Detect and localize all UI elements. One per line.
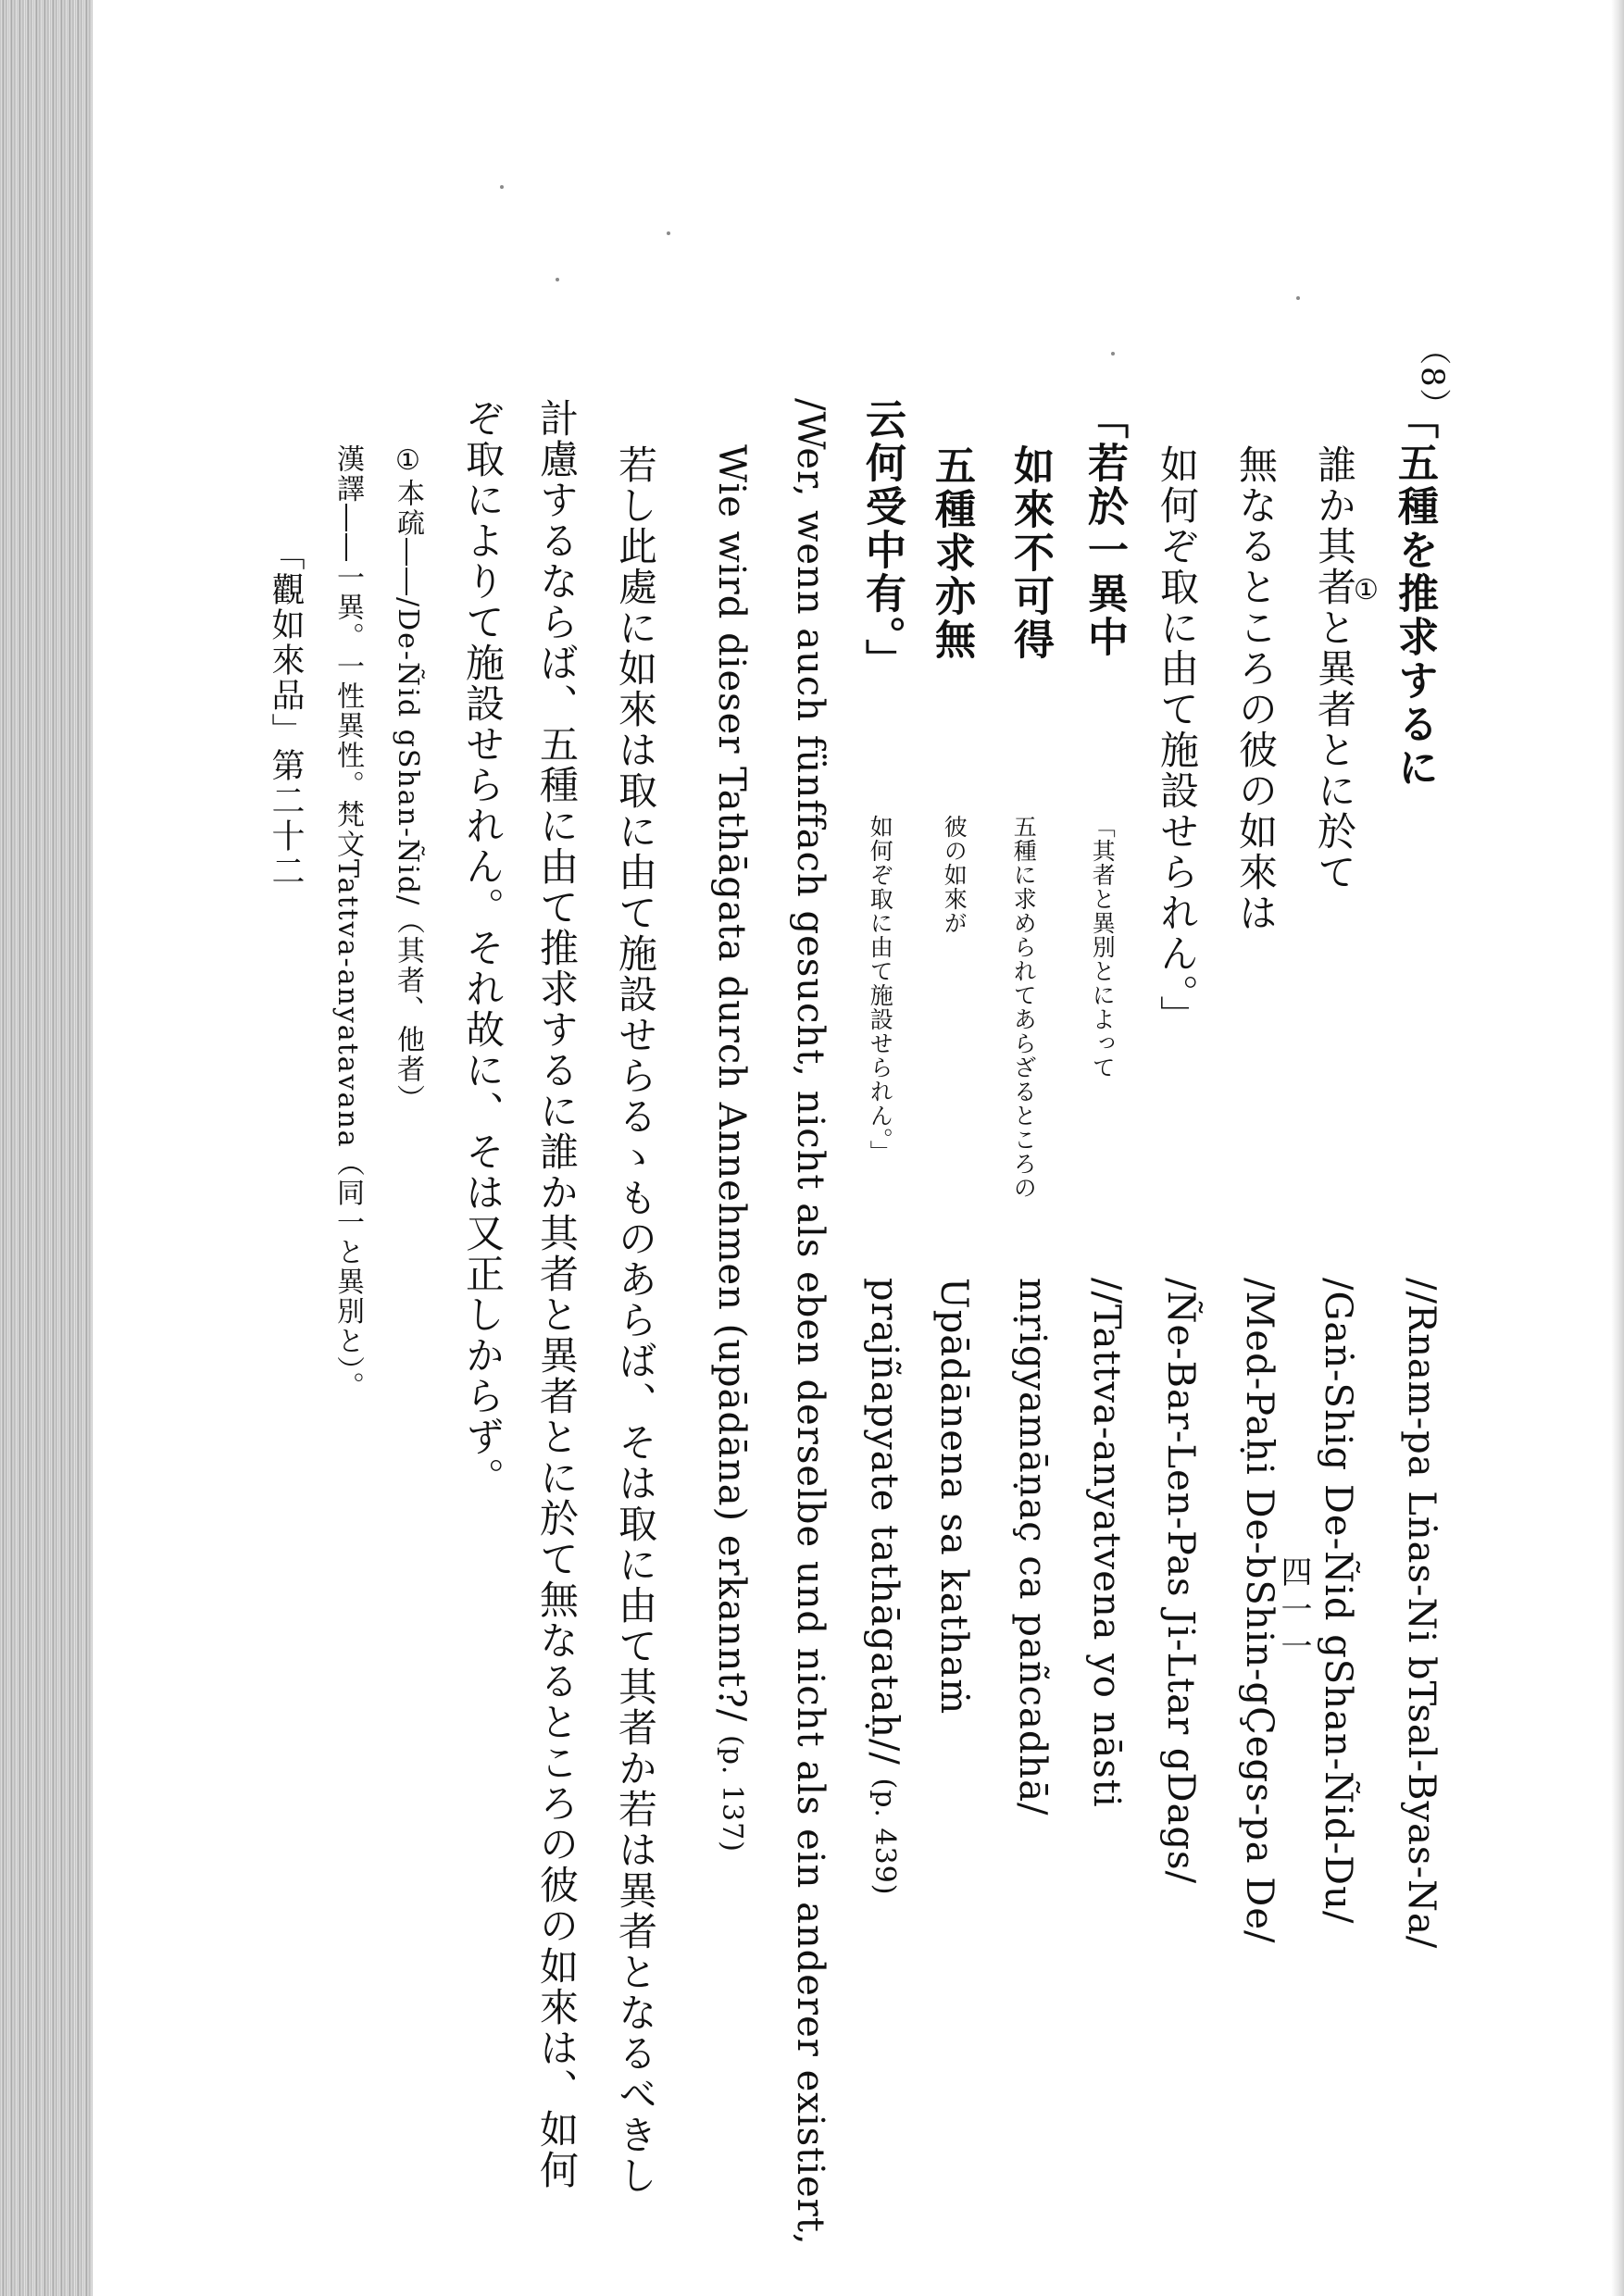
commentary-line-1: 若し此處に如來は取に由て施設せらるゝものあらば、そは取に由て其者か若は異者となるべきし — [613, 444, 658, 2196]
german-line-1: /Wer, wenn auch fünffach gesucht, nicht als eben derselbe und nicht als ein anderer existiert, — [789, 398, 831, 2246]
sanskrit-text: prajñapyate tathāgataḥ// — [863, 1278, 906, 1766]
footnote-line-2 — [331, 444, 364, 1402]
chinese-verse-line-2: 如來不可得 — [1006, 444, 1054, 662]
footnote-gloss: （同一と異別と）。 — [331, 1148, 364, 1402]
tibetan-line-2: /Gaṅ-Shig De-Ñid gShan-Ñid-Du/ — [1317, 1278, 1359, 1925]
sanskrit-ref: (p. 439) — [868, 1778, 901, 1896]
chinese-verse-line-1: 「若於一異中 — [1081, 398, 1128, 659]
sanskrit-line-2: mṛigyamāṇaç ca pañcadhā/ — [1011, 1278, 1054, 1816]
sanskrit-line-1: //Tattva-anyatvena yo nāsti — [1085, 1278, 1128, 1808]
scan-speck — [1111, 352, 1115, 356]
chinese-gloss-2: 五種に求められてあらざるところの — [1010, 815, 1038, 1200]
page-number: 四一一 — [1275, 1555, 1312, 1666]
footnote-gloss: （其者、他者） — [392, 906, 424, 1115]
japanese-verse-line-1: 「五種を推求するに — [1391, 398, 1438, 790]
scan-speck — [500, 185, 504, 189]
tibetan-line-3: /Med-Paḥi De-bShin-gÇegs-pa De/ — [1238, 1278, 1280, 1944]
chinese-gloss-4: 如何ぞ取に由て施設せられん。」 — [867, 815, 894, 1165]
chinese-verse-line-3: 五種求亦無 — [928, 444, 975, 662]
footnote-label: 本疏―― — [392, 479, 424, 597]
sanskrit-line-3: Upādānena sa kathaṁ — [932, 1278, 975, 1716]
japanese-verse-line-2: 誰か其者と異者とに於て — [1312, 444, 1357, 892]
sanskrit-line-4 — [863, 1278, 906, 1896]
commentary-line-2: 計慮するならば、五種に由て推求するに誰か其者と異者とに於て無なるところの彼の如來は、如何 — [534, 398, 580, 2190]
japanese-verse-line-3: 無なるところの彼の如來は — [1233, 444, 1279, 933]
footnote-sanskrit: Tattva-anyatavana — [331, 859, 364, 1149]
section-label: （8） — [1414, 333, 1451, 422]
chinese-gloss-3: 彼の如來が — [941, 815, 968, 935]
scan-edge-left — [0, 0, 93, 2296]
footnote-marker-ref: ① — [1350, 574, 1382, 606]
german-line-2 — [710, 444, 753, 1853]
scan-edge-right — [1611, 0, 1624, 2296]
commentary-line-3: ぞ取によりて施設せられん。それ故に、そは又正しからず。 — [460, 398, 506, 1498]
german-text: Wie wird dieser Tathāgata durch Annehmen (upādāna) erkannt?/ — [710, 444, 753, 1723]
chinese-verse-line-4: 云何受中有。」 — [858, 398, 906, 682]
footnote-text: 一異。一性異性。梵文 — [331, 563, 364, 859]
german-ref: (p. 137) — [716, 1734, 748, 1853]
footnote-marker: ① — [392, 444, 424, 479]
tibetan-line-4: /Ñe-Bar-Len-Pas Ji-Ltar gDags/ — [1159, 1278, 1202, 1885]
scan-speck — [556, 278, 559, 281]
footnote-tibetan: /De-Ñid gShan-Ñid/ — [392, 597, 424, 907]
footnote-label: 漢譯―― — [331, 444, 364, 563]
tibetan-line-1: //Rnam-pa Lṅas-Ni bTsal-Byas-Na/ — [1400, 1278, 1443, 1950]
scan-speck — [1296, 296, 1300, 300]
scan-speck — [667, 231, 670, 235]
japanese-verse-line-4: 如何ぞ取に由て施設せられん。」 — [1155, 444, 1200, 1036]
chinese-gloss-1: 「其者と異別とによって — [1089, 815, 1117, 1079]
running-title: 「觀如來品」第二十二 — [267, 537, 305, 889]
footnote-line-1 — [392, 444, 424, 1115]
